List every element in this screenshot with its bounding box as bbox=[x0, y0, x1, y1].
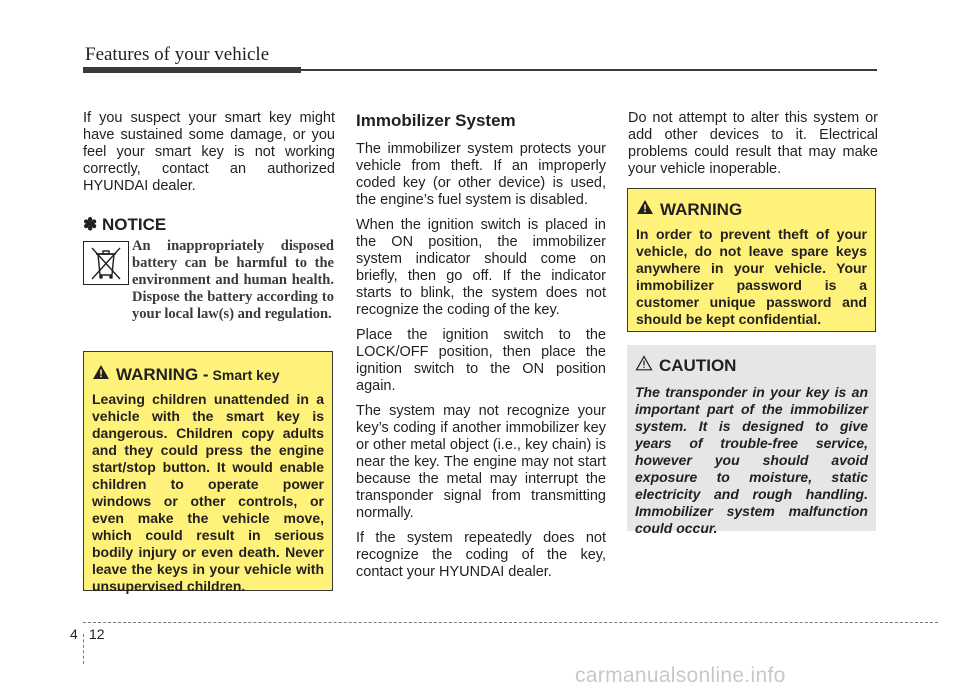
warning-immobilizer-title: WARNING bbox=[660, 199, 743, 219]
watermark: carmanualsonline.info bbox=[575, 664, 786, 687]
immobilizer-paragraph: Place the ignition switch to the LOCK/OFF position, then place the ignition switch to the ON position again. bbox=[356, 327, 606, 394]
warning-triangle-icon bbox=[636, 199, 654, 220]
warning-triangle-icon bbox=[92, 364, 110, 385]
notice-text: An inappropriately disposed battery can be harmful to the environment and human health. Dispose the battery according to your local law(s) and regulation. bbox=[132, 238, 334, 322]
warning-smart-key-subtitle: Smart key bbox=[212, 366, 280, 383]
caution-triangle-icon bbox=[635, 355, 653, 376]
crossed-bin-icon bbox=[83, 241, 129, 285]
immobilizer-paragraph: If the system repeatedly does not recognize the coding of the key, contact your HYUNDAI dealer. bbox=[356, 530, 606, 580]
warning-smart-key-text: Leaving children unattended in a vehicle with the smart key is dangerous. Children copy adults and they could press the engine start/stop button. It would enable children to operate power windows or other controls, or even make the vehicle move, which could result in serious bodily injury or even death. Never leave the keys in your vehicle with unsupervised children. bbox=[92, 391, 324, 594]
notice-title: ✽ NOTICE bbox=[83, 215, 167, 234]
caution-heading bbox=[635, 355, 868, 376]
intro-paragraph: If you suspect your smart key might have sustained some damage, or you feel your smart key is not working correctly, contact an authorized HYUNDAI dealer. bbox=[83, 110, 335, 194]
warning-smart-key-box bbox=[83, 351, 333, 594]
footer-divider bbox=[83, 634, 84, 664]
caution-box bbox=[627, 345, 876, 536]
footer-page-number: 12 bbox=[89, 626, 105, 642]
alter-system-paragraph: Do not attempt to alter this system or add other devices to it. Electrical problems could result that may make your vehicle inoperable. bbox=[628, 110, 878, 177]
column-middle bbox=[356, 112, 606, 589]
warning-smart-key-title: WARNING - bbox=[116, 364, 209, 384]
page-header-title: Features of your vehicle bbox=[85, 44, 270, 65]
immobilizer-title: Immobilizer System bbox=[356, 111, 516, 130]
warning-smart-key-heading bbox=[92, 364, 324, 385]
footer-chapter-number: 4 bbox=[70, 626, 78, 642]
warning-immobilizer-text: In order to prevent theft of your vehicle, do not leave spare keys anywhere in your vehicle. Your immobilizer password is a customer unique password and should be kept confidential. bbox=[636, 226, 867, 327]
header-bar bbox=[83, 67, 301, 73]
warning-immobilizer-box bbox=[627, 188, 876, 332]
immobilizer-paragraph: When the ignition switch is placed in the ON position, the immobilizer system indicator should come on briefly, then go off. If the indicator starts to blink, the system does not recognize the coding of the key. bbox=[356, 217, 606, 318]
caution-text: The transponder in your key is an important part of the immobilizer system. It is designed to give years of trouble-free service, however you should avoid exposure to moisture, static electricity and rough handling. Immobilizer system malfunction could occur. bbox=[635, 384, 868, 536]
immobilizer-paragraph: The immobilizer system protects your vehicle from theft. If an improperly coded key (or other device) is used, the engine’s fuel system is disabled. bbox=[356, 141, 606, 208]
caution-title: CAUTION bbox=[659, 355, 737, 375]
column-right bbox=[628, 110, 878, 186]
warning-immobilizer-heading bbox=[636, 199, 867, 220]
column-left bbox=[83, 110, 335, 203]
footer-rule bbox=[83, 622, 938, 623]
header-rule bbox=[300, 69, 877, 71]
immobilizer-paragraph: The system may not recognize your key’s coding if another immobilizer key or other metal object (i.e., key chain) is near the key. The engine may not start because the metal may interrupt the transponder signal from transmitting normally. bbox=[356, 403, 606, 521]
